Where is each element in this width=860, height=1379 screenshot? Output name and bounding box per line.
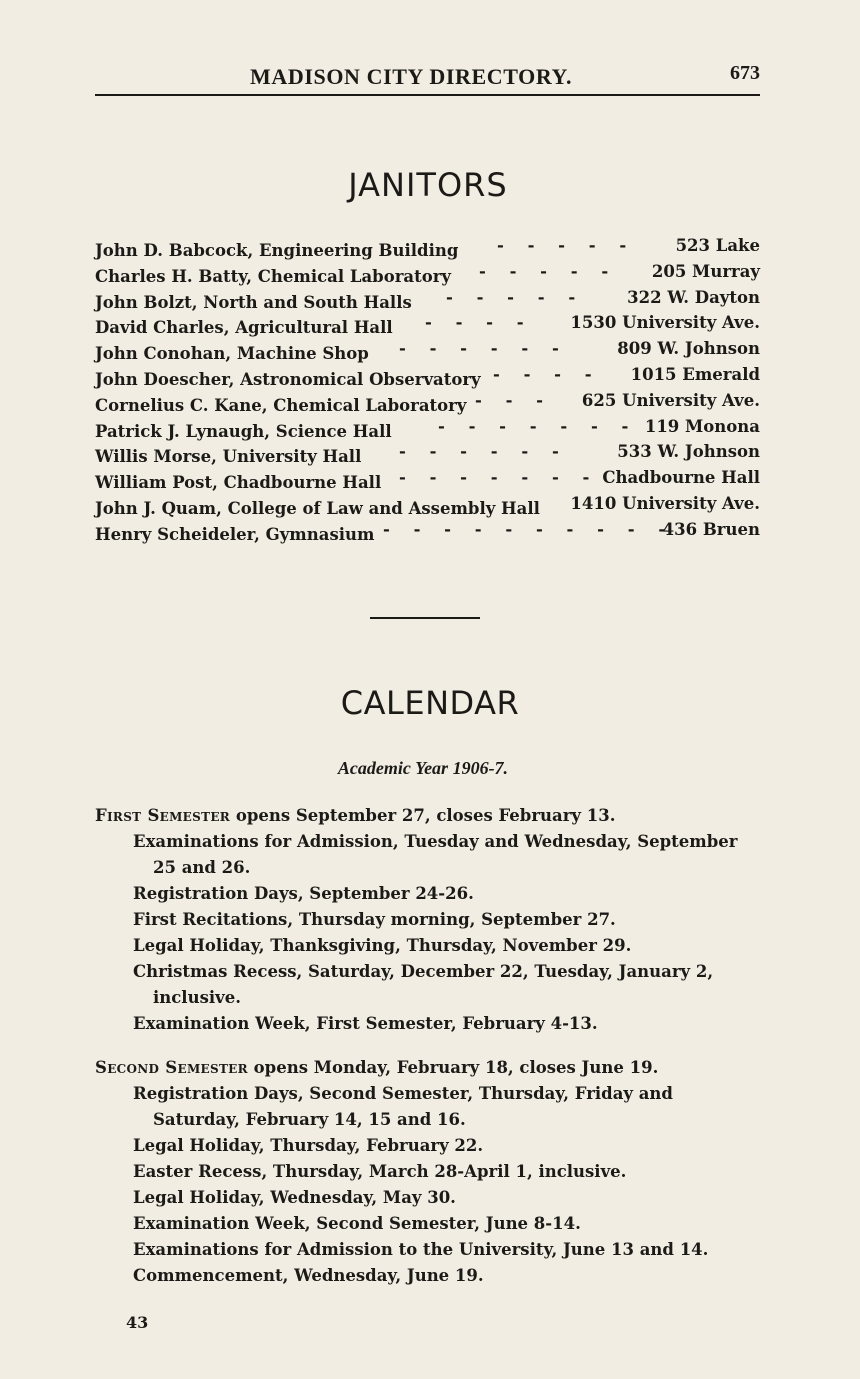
leader-dots: - - - - <box>493 364 601 384</box>
calendar-item: Registration Days, Second Semester, Thursday, Friday and Saturday, February 14, 15 and 16. <box>133 1084 673 1129</box>
leader-dots: - - - <box>475 390 553 410</box>
janitor-address: 533 W. Johnson <box>617 442 760 462</box>
calendar-item: Examination Week, First Semester, February 4-13. <box>133 1014 598 1033</box>
leader-dots: - - - - - - - <box>399 468 599 488</box>
first-semester-block <box>95 803 760 1037</box>
signature-mark: 43 <box>126 1313 149 1332</box>
leader-dots: - - - - <box>425 313 533 333</box>
semester-lead <box>95 1055 760 1081</box>
section-divider <box>370 617 480 619</box>
leader-dots: - - - - - <box>446 287 585 307</box>
semester-label: Second Semester <box>95 1058 248 1077</box>
second-semester-block <box>95 1055 760 1289</box>
calendar-subtitle: Academic Year 1906-7. <box>337 758 509 778</box>
calendar-item: Examinations for Admission, Tuesday and Wednesday, September 25 and 26. <box>133 832 738 877</box>
janitor-list <box>95 236 760 546</box>
calendar-item: Easter Recess, Thursday, March 28-April 1, inclusive. <box>133 1162 627 1181</box>
leader-dots: - - - - - - - - - - <box>383 519 675 539</box>
calendar-item: Legal Holiday, Thursday, February 22. <box>133 1136 484 1155</box>
janitor-address: 205 Murray <box>651 261 760 281</box>
janitor-address: 809 W. Johnson <box>617 339 760 359</box>
leader-dots: - - - - - <box>479 261 618 281</box>
janitor-address: 523 Lake <box>675 236 760 255</box>
janitor-address: 625 University Ave. <box>581 390 760 410</box>
janitor-name: William Post, Chadbourne Hall <box>95 473 382 493</box>
janitor-name: Patrick J. Lynaugh, Science Hall <box>95 421 392 441</box>
calendar-item: Examination Week, Second Semester, June 8-14. <box>133 1214 581 1233</box>
janitor-address: 322 W. Dayton <box>627 287 760 307</box>
janitor-entry <box>95 520 760 546</box>
janitor-name: David Charles, Agricultural Hall <box>95 318 393 338</box>
calendar-item: Examinations for Admission to the University, June 13 and 14. <box>133 1240 709 1259</box>
calendar-item: Christmas Recess, Saturday, December 22, Tuesday, January 2, inclusive. <box>133 962 714 1007</box>
leader-dots: - - - - - <box>497 236 636 255</box>
janitor-name: John Conohan, Machine Shop <box>95 344 369 364</box>
janitor-name: Charles H. Batty, Chemical Laboratory <box>95 266 451 286</box>
janitor-name: Henry Scheideler, Gymnasium <box>95 524 375 544</box>
page-number: 673 <box>730 62 760 84</box>
janitor-address: Chadbourne Hall <box>602 468 760 488</box>
calendar-item: Legal Holiday, Thanksgiving, Thursday, November 29. <box>133 936 632 955</box>
leader-dots: - - - - - - <box>399 339 568 359</box>
janitor-address: 119 Monona <box>644 416 760 436</box>
calendar-item: Legal Holiday, Wednesday, May 30. <box>133 1188 456 1207</box>
janitor-name: John Doescher, Astronomical Observatory <box>95 369 481 389</box>
janitor-name: John Bolzt, North and South Halls <box>95 292 412 312</box>
calendar-item: Commencement, Wednesday, June 19. <box>133 1266 484 1285</box>
janitor-address: 436 Bruen <box>662 519 760 539</box>
running-head <box>95 60 760 96</box>
leader-dots: - - - - - - - <box>438 416 638 436</box>
leader-dots: - - - - - - <box>399 442 568 462</box>
semester-dates: opens September 27, closes February 13. <box>235 806 616 825</box>
running-title: MADISON CITY DIRECTORY. <box>250 64 573 89</box>
janitor-address: 1015 Emerald <box>630 364 760 384</box>
calendar-heading: CALENDAR <box>340 684 520 722</box>
janitors-heading: JANITORS <box>348 166 508 204</box>
janitor-name: Cornelius C. Kane, Chemical Laboratory <box>95 395 467 415</box>
janitor-address: 1410 University Ave. <box>570 493 760 513</box>
janitor-name: Willis Morse, University Hall <box>95 447 362 467</box>
janitor-name: John J. Quam, College of Law and Assembly Hall <box>95 498 540 518</box>
calendar-item: First Recitations, Thursday morning, September 27. <box>133 910 616 929</box>
janitor-address: 1530 University Ave. <box>570 313 760 333</box>
janitor-name: John D. Babcock, Engineering Building <box>95 241 459 260</box>
semester-dates: opens Monday, February 18, closes June 19. <box>253 1058 659 1077</box>
calendar-item: Registration Days, September 24-26. <box>133 884 474 903</box>
semester-label: First Semester <box>95 806 231 825</box>
semester-lead <box>95 803 760 829</box>
